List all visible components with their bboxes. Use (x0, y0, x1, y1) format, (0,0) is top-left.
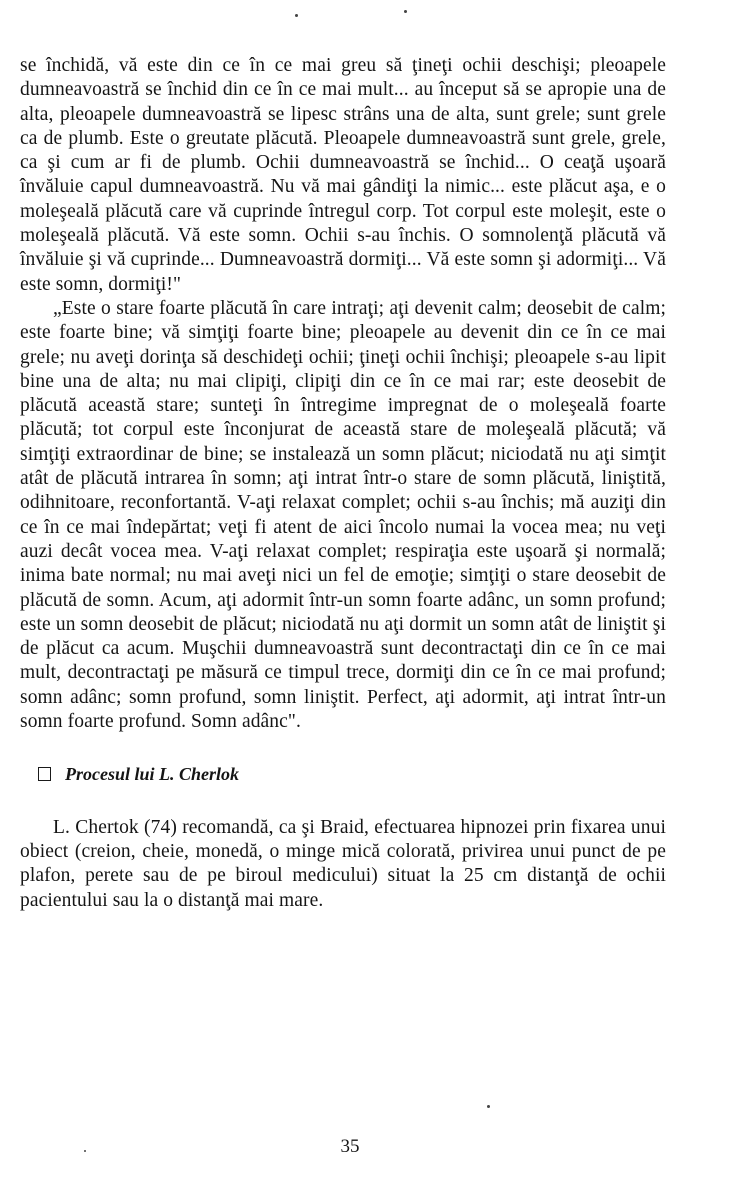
section-heading (38, 762, 666, 786)
checkbox-icon (38, 767, 51, 781)
section-heading-text: Procesul lui L. Cherlok (65, 764, 240, 785)
paragraph-continuation: se închidă, vă este din ce în ce mai greu să ţineţi ochii deschişi; pleoapele dumneavoastră se închid din ce în ce mai mult... au început să se apropie una de alta, pleoapele dumneavoastră se lipesc strâns una de alta, sunt grele; sunt grele ca de plumb. Este o greutate plăcută. Pleoapele dumneavoastră sunt grele, grele, ca şi cum ar fi de plumb. Ochii dumneavoastră se închid... O ceaţă uşoară învăluie capul dumneavoastră. Nu vă mai gândiţi la nimic... este plăcut aşa, e o moleşeală plăcută care vă cuprinde întregul corp. Tot corpul este moleşit, este o moleşeală plăcută. Vă este somn. Ochii s-au închis. O somnolenţă plăcută vă învăluie şi vă cuprinde... Dumneavoastră dormiţi... Vă este somn şi adormiţi... Vă este somn, dormiţi!" (20, 55, 666, 295)
page-number: 35 (340, 1136, 360, 1157)
paragraph-suggestion-quote: „Este o stare foarte plăcută în care intraţi; aţi devenit calm; deosebit de calm; este foarte bine; vă simţiţi foarte bine; pleoapele au devenit din ce în ce mai grele; nu aveţi dorinţa să deschideţi ochii; ţineţi ochii închişi; pleoapele s-au lipit bine una de alta; nu mai clipiţi, clipiţi din ce în ce mai rar; este deosebit de plăcută această stare; sunteţi în întregime impregnat de o moleşeală foarte plăcută; tot corpul este înconjurat de această stare de moleşeală plăcută; vă simţiţi extraordinar de bine; se instalează un somn plăcut; niciodată nu aţi simţit atât de plăcută intrarea în somn; aţi intrat într-o stare de somn plăcută, liniştită, odihnitoare, reconfortantă. V-aţi relaxat complet; ochii s-au închis; mă auziţi din ce în ce mai îndepărtat; veţi fi atent de aici încolo numai la vocea mea; nu veţi auzi decât vocea mea. V-aţi relaxat complet; respiraţia este uşoară şi normală; inima bate normal; nu mai aveţi nici un fel de emoţie; simţiţi o stare deosebit de plăcută de somn. Acum, aţi adormit într-un somn foarte adânc, un somn profund; este un somn deosebit de plăcut; niciodată nu aţi dormit un somn atât de liniştit şi de plăcut ca acum. Muşchii dumneavoastră sunt decontractaţi din ce în ce mai mult, decontractaţi pe măsură ce timpul trece, dormiţi din ce în ce mai profund; somn adânc; somn profund, somn liniştit. Perfect, aţi adormit, aţi intrat într-un somn foarte profund. Somn adânc". (20, 297, 666, 733)
scan-speck (84, 1150, 86, 1152)
paragraph-chertok: L. Chertok (74) recomandă, ca şi Braid, efectuarea hipnozei prin fixarea unui obiect (creion, cheie, monedă, o minge mică colorată, privirea unui punct de pe plafon, perete sau de pe biroul medicului) situat la 25 cm distanţă de ochii pacientului sau la o distanţă mai mare. (20, 816, 666, 911)
page-body (20, 54, 666, 913)
scan-speck (404, 10, 407, 13)
scan-speck (295, 14, 298, 17)
scan-speck (487, 1105, 490, 1108)
